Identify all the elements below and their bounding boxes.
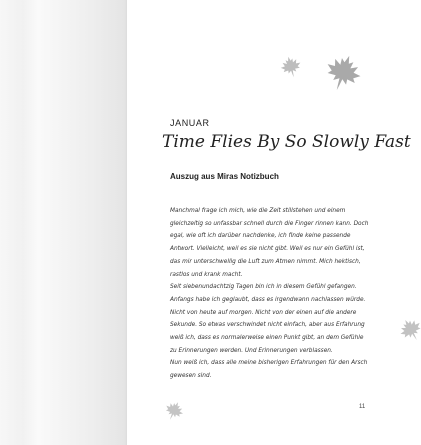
maple-leaf-icon (324, 54, 362, 92)
paragraph: Manchmal frage ich mich, wie die Zeit stillstehen und einem gleichzeitig so unfassbar schnell durch die Finger rinnen kann. Doch egal, wie oft ich darüber nachdenke, ich finde keine passende Antwort. Vielleicht, weil es sie nicht gibt. Weil es nur ein Gefühl ist, das mir unterschwellig die Luft zum Atmen nimmt. Mich hektisch, rastlos und krank macht. (170, 208, 369, 278)
body-text (170, 205, 370, 383)
maple-leaf-icon (280, 56, 302, 78)
paragraph: Nun weiß ich, dass alle meine bisherigen Erfahrungen für den Arsch gewesen sind. (170, 360, 368, 380)
left-page (0, 0, 127, 445)
maple-leaf-icon (399, 318, 421, 342)
chapter-title: Time Flies By So Slowly Fast (162, 132, 411, 152)
page-number: 11 (359, 404, 366, 410)
maple-leaf-icon (164, 401, 184, 421)
month-heading: JANUAR (170, 118, 210, 128)
excerpt-label: Auszug aus Miras Notizbuch (170, 172, 279, 181)
paragraph: Seit siebenundachtzig Tagen bin ich in diesem Gefühl gefangen. Anfangs habe ich geglaubt, dass es irgendwann nachlassen würde. Nicht von heute auf morgen. Nicht von der einen auf die andere Sekunde. So etwas verschwindet nicht einfach, aber aus Erfahrung weiß ich, dass es normalerweise einen Punkt gibt, an dem Gefühle zu Erinnerungen werden. Und Erinnerungen verblassen. (170, 284, 366, 354)
